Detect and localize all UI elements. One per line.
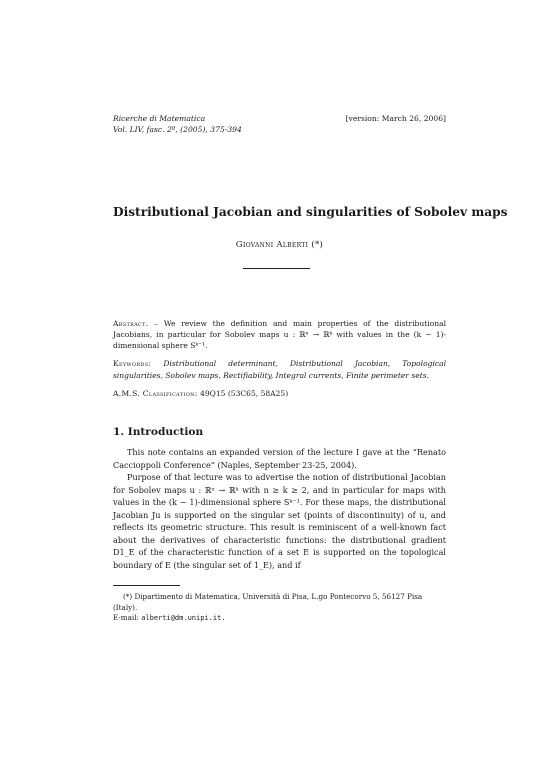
title-divider — [243, 268, 310, 269]
author-name: Giovanni Alberti (*) — [235, 240, 324, 250]
ams-label: A.M.S. Classification: — [113, 388, 198, 398]
journal-name: Ricerche di Matematica — [113, 114, 206, 123]
abstract — [113, 318, 446, 352]
paper-title: Distributional Jacobian and singularities of Sobolev maps — [113, 205, 508, 219]
abstract-label: Abstract. — [113, 319, 149, 328]
keywords-label: Keywords: — [113, 359, 152, 369]
body-paragraph-2: Purpose of that lecture was to advertise the notion of distributional Jacobian for Sobolev maps u : ℝⁿ → ℝᵏ with n ≥ k ≥ 2, and in particular for maps with values in the (k − 1)-dimensional sphere Sᵏ⁻¹. For these maps, the distributional Jacobian Ju is supported on the singular set (points of discontinuity) of u, and reflects its geometric structure. This result is reminiscent of a well-known fact about the derivatives of characteristic functions: the distributional gradient D1_E of the characteristic function of a set E is supported on the topological boundary of E (the singular set of 1_E), and if — [113, 472, 446, 570]
abstract-block — [113, 318, 446, 406]
body-text — [113, 446, 446, 571]
ams-classification — [113, 388, 446, 399]
affiliation: (*) Dipartimento di Matematica, Università di Pisa, L.go Pontecorvo 5, 56127 Pisa (Italy). — [113, 592, 423, 612]
body-paragraph-1: This note contains an expanded version of the lecture I gave at the “Renato Caccioppoli Conference” (Naples, September 23-25, 2004). — [113, 447, 446, 470]
ams-text: 49Q15 (53C65, 58A25) — [197, 388, 289, 398]
footnote — [113, 592, 446, 624]
volume-info: Vol. LIV, fasc. 2º, (2005), 375-394 — [113, 125, 242, 134]
email-address: alberti@dm.unipi.it. — [141, 614, 226, 623]
email-label: E-mail: — [113, 613, 142, 623]
keywords — [113, 358, 446, 380]
footnote-divider — [113, 585, 180, 586]
section-heading: 1. Introduction — [113, 426, 204, 438]
abstract-text: – We review the definition and main properties of the distributional Jacobians, in particular for Sobolev maps u : ℝⁿ → ℝᵏ with values in the (k − 1)-dimensional sphere Sᵏ⁻¹. — [113, 319, 446, 351]
keywords-text: Distributional determinant, Distributional Jacobian, Topological singularities, Sobolev maps, Rectifiability, Integral currents, Finite perimeter sets. — [113, 359, 446, 380]
running-header — [113, 113, 446, 135]
email-line — [113, 613, 446, 624]
version-date: [version: March 26, 2006] — [345, 114, 446, 123]
